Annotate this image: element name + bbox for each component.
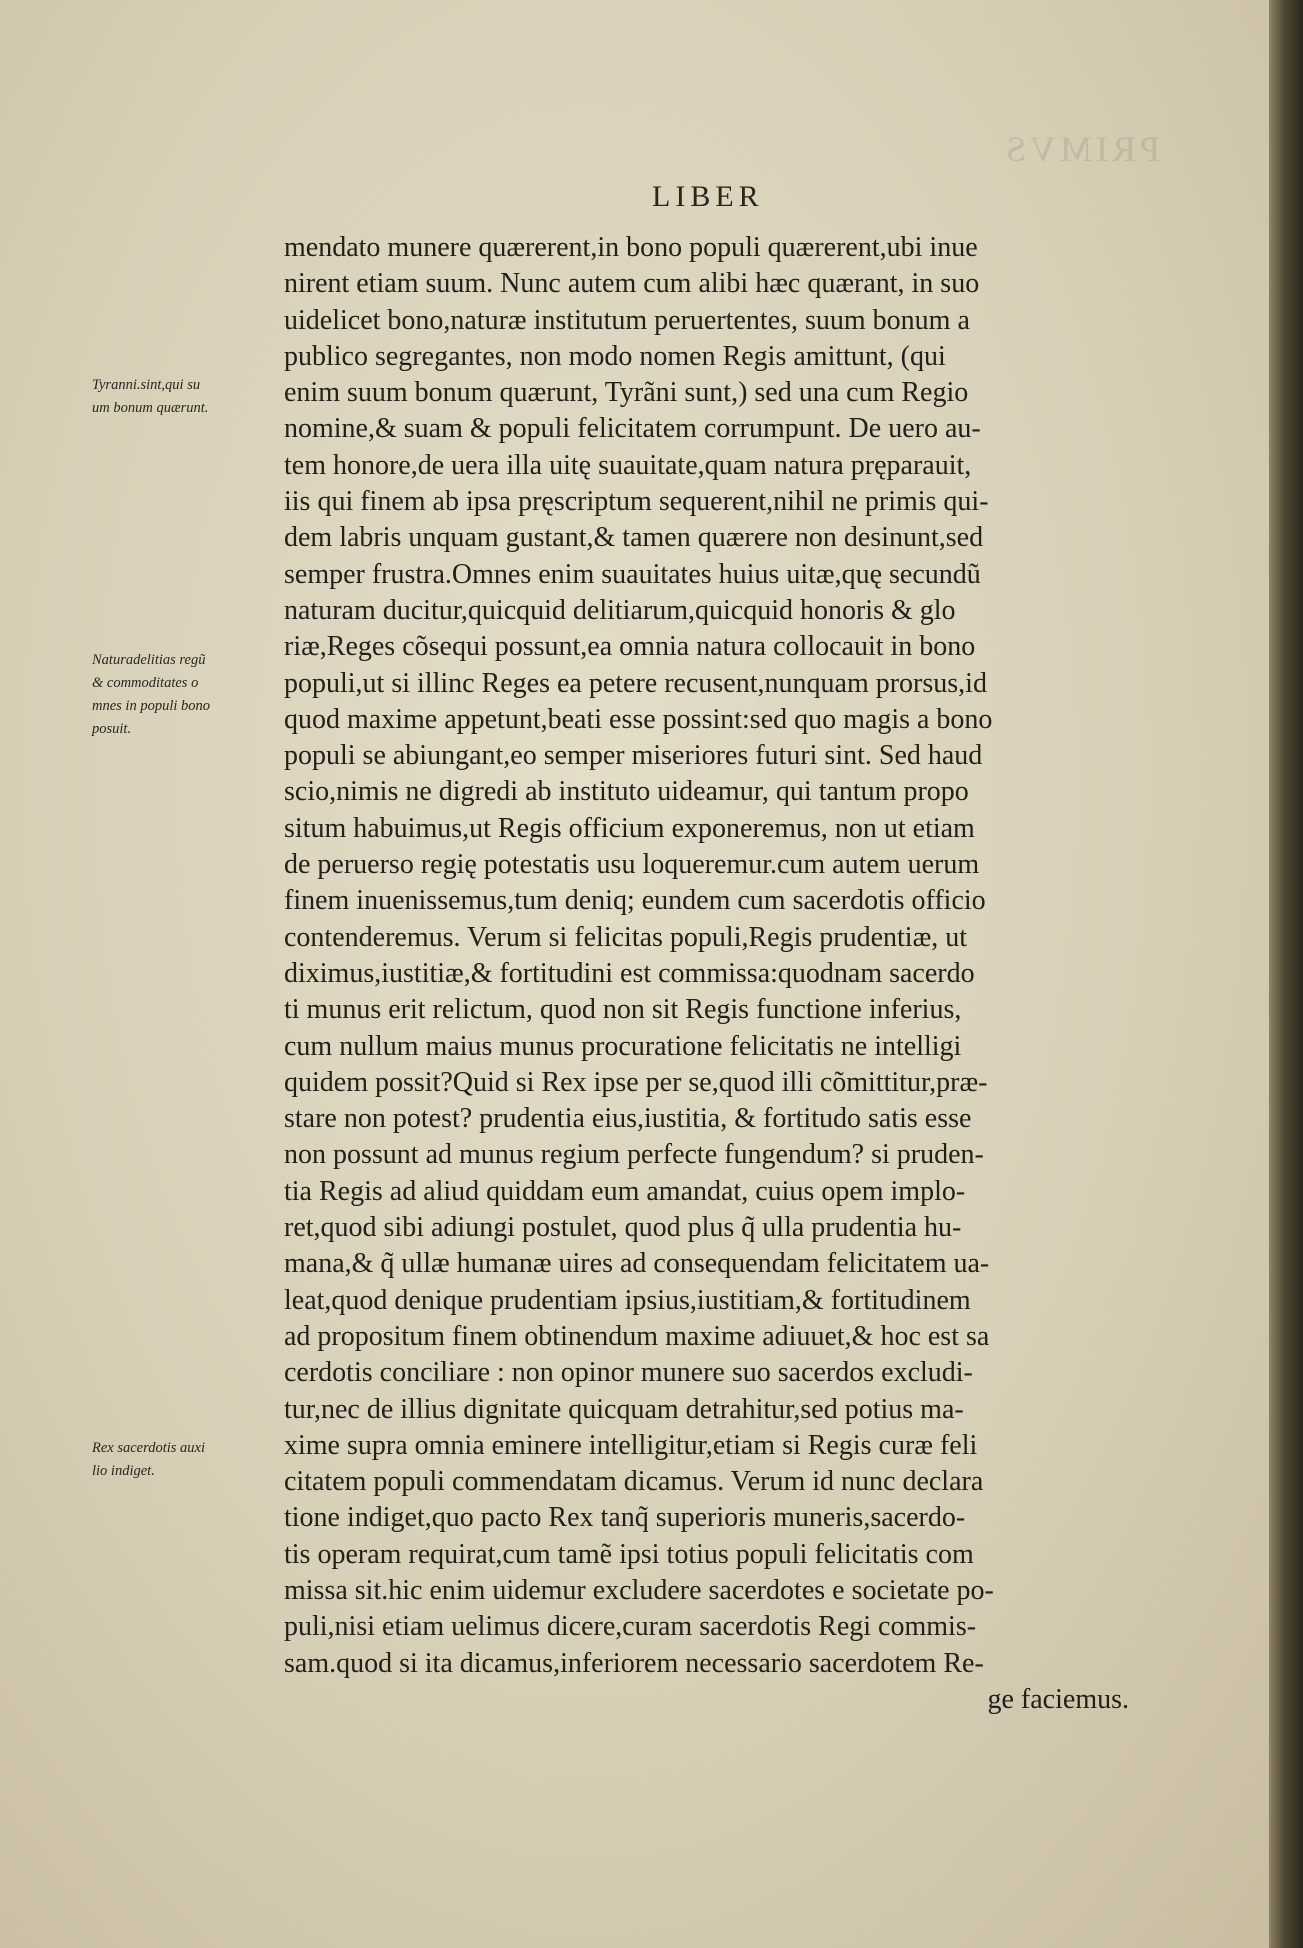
text-line: de peruerso regię potestatis usu loqueremur.cum autem uerum — [284, 849, 980, 881]
text-line: semper frustra.Omnes enim suauitates huius uitæ,quę secundũ — [284, 558, 981, 590]
text-line: puli,nisi etiam uelimus dicere,curam sacerdotis Regi commis- — [284, 1611, 977, 1643]
text-line: quidem possit?Quid si Rex ipse per se,quod illi cõmittitur,præ- — [284, 1066, 988, 1098]
show-through-text: PRIMVS — [1001, 129, 1160, 169]
text-line: ad propositum finem obtinendum maxime adiuuet,& hoc est sa — [284, 1320, 990, 1352]
text-line: mendato munere quærerent,in bono populi quærerent,ubi inue — [284, 232, 978, 263]
text-line: tis operam requirat,cum tamẽ ipsi totius populi felicitatis com — [284, 1538, 974, 1570]
text-line: dem labris unquam gustant,& tamen quærere non desinunt,sed — [284, 522, 984, 554]
text-line: uidelicet bono,naturæ institutum peruertentes, suum bonum a — [284, 304, 970, 336]
text-line: nirent etiam suum. Nunc autem cum alibi hæc quærant, in suo — [284, 268, 980, 300]
margin-note-line: posuit. — [92, 721, 132, 737]
text-line: finem inuenissemus,tum deniq; eundem cum sacerdotis officio — [284, 885, 986, 917]
margin-note-line: um bonum quærunt. — [92, 400, 209, 416]
text-line: riæ,Reges cõsequi possunt,ea omnia natura collocauit in bono — [284, 631, 976, 663]
text-line: ret,quod sibi adiungi postulet, quod plus q̃ ulla prudentia hu- — [284, 1212, 962, 1244]
book-gutter — [1269, 0, 1303, 1948]
text-line: enim suum bonum quærunt, Tyrãni sunt,) sed una cum Regio — [284, 377, 969, 409]
margin-note-line: lio indiget. — [92, 1463, 155, 1479]
text-line: xime supra omnia eminere intelligitur,etiam si Regis curæ feli — [284, 1429, 978, 1461]
body-text — [284, 230, 1189, 1718]
text-line: tur,nec de illius dignitate quicquam detrahitur,sed potius ma- — [284, 1393, 964, 1425]
text-line: nomine,& suam & populi felicitatem corrumpunt. De uero au- — [284, 413, 981, 445]
margin-note-natura — [92, 649, 272, 741]
text-line: publico segregantes, non modo nomen Regis amittunt, (qui — [284, 340, 946, 372]
margin-note-line: Tyranni.sint,qui su — [92, 377, 201, 393]
text-line: citatem populi commendatam dicamus. Verum id nunc declara — [284, 1466, 984, 1498]
text-line: diximus,iustitiæ,& fortitudini est commissa:quodnam sacerdo — [284, 957, 975, 989]
text-line: cerdotis conciliare : non opinor munere suo sacerdos excludi- — [284, 1357, 973, 1389]
margin-note-line: Naturadelitias regũ — [92, 652, 206, 668]
text-line: tione indiget,quo pacto Rex tanq̃ superioris muneris,sacerdo- — [284, 1502, 966, 1534]
text-line: populi se abiungant,eo semper miseriores futuri sint. Sed haud — [284, 740, 983, 772]
text-line: stare non potest? prudentia eius,iustitia, & fortitudo satis esse — [284, 1103, 972, 1135]
text-line: ti munus erit relictum, quod non sit Regis functione inferius, — [284, 994, 962, 1026]
text-line: tem honore,de uera illa uitę suauitate,quam natura pręparauit, — [284, 449, 972, 481]
text-line: naturam ducitur,quicquid delitiarum,quicquid honoris & glo — [284, 594, 956, 626]
text-line: ge faciemus. — [987, 1683, 1129, 1715]
margin-note-tyranni — [92, 374, 272, 420]
text-line: cum nullum maius munus procuratione felicitatis ne intelligi — [284, 1030, 962, 1062]
text-line: contenderemus. Verum si felicitas populi,Regis prudentiæ, ut — [284, 921, 968, 953]
running-title: LIBER — [652, 180, 764, 213]
text-line: tia Regis ad aliud quiddam eum amandat, cuius opem implo- — [284, 1175, 966, 1207]
text-line: mana,& q̃ ullæ humanæ uires ad consequendam felicitatem ua- — [284, 1248, 990, 1280]
text-line: sam.quod si ita dicamus,inferiorem necessario sacerdotem Re- — [284, 1647, 984, 1679]
margin-note-line: mnes in populi bono — [92, 698, 211, 714]
text-line: leat,quod denique prudentiam ipsius,iustitiam,& fortitudinem — [284, 1284, 971, 1316]
text-line: populi,ut si illinc Reges ea petere recusent,nunquam prorsus,id — [284, 667, 987, 699]
margin-note-line: Rex sacerdotis auxi — [92, 1440, 206, 1456]
text-line: scio,nimis ne digredi ab instituto uideamur, qui tantum propo — [284, 776, 969, 808]
text-line: iis qui finem ab ipsa pręscriptum sequerent,nihil ne primis qui- — [284, 486, 989, 518]
margin-note-rex — [92, 1437, 272, 1483]
text-line: missa sit.hic enim uidemur excludere sacerdotes e societate po- — [284, 1574, 994, 1606]
text-line: quod maxime appetunt,beati esse possint:sed quo magis a bono — [284, 703, 993, 735]
text-line: non possunt ad munus regium perfecte fungendum? si pruden- — [284, 1139, 984, 1171]
margin-note-line: & commoditates o — [92, 675, 199, 691]
text-line: situm habuimus,ut Regis officium exponeremus, non ut etiam — [284, 812, 975, 844]
